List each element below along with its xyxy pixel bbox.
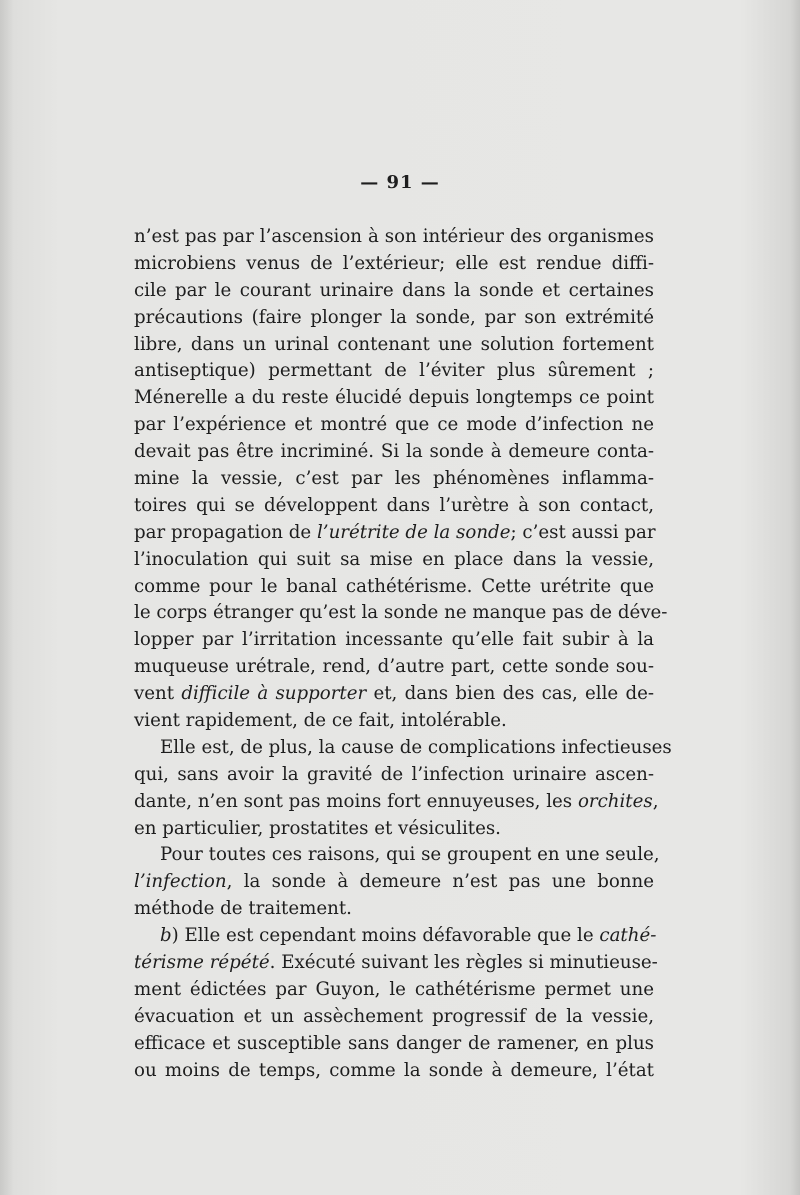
text-line [134,1004,654,1031]
text-line [134,385,654,412]
text-segment: précautions (faire plonger la sonde, par son extrémité [134,306,654,328]
text-segment: vient rapidement, de ce fait, intolérable. [134,710,507,732]
text-segment: Ménerelle a du reste élucidé depuis longtemps ce point [134,387,654,409]
italic-text: térisme répété [134,952,270,974]
text-line [134,251,654,278]
text-line [134,950,658,977]
text-line [134,627,654,654]
text-line [134,547,654,574]
text-segment: et, dans bien des cas, elle de- [366,683,654,705]
text-segment: le corps étranger qu’est la sonde ne manque pas de déve- [134,602,668,624]
text-line [134,735,672,762]
text-segment: évacuation et un assèchement progressif de la vessie, [134,1005,654,1027]
text-segment: . Exécuté suivant les règles si minutieuse- [269,952,658,974]
text-segment: microbiens venus de l’extérieur; elle est rendue diffi- [134,252,654,274]
text-line [134,842,660,869]
text-segment: qui, sans avoir la gravité de l’infection urinaire ascen- [134,763,654,785]
text-segment: dante, n’en sont pas moins fort ennuyeuses, les [134,790,578,812]
text-line [134,896,654,923]
text-line [134,493,654,520]
text-line [134,789,659,816]
text-segment: toires qui se développent dans l’urètre à son contact, [134,494,654,516]
text-line [134,305,654,332]
text-segment: en particulier, prostatites et vésiculites. [134,817,501,839]
text-line [134,439,654,466]
italic-text: l’urétrite de la sonde [316,521,511,543]
text-line [134,816,654,843]
text-segment: l’inoculation qui suit sa mise en place dans la vessie, [134,548,654,570]
text-line [134,358,654,385]
text-segment: lopper par l’irritation incessante qu’elle fait subir à la [134,629,654,651]
text-line [134,278,654,305]
text-line [134,1058,654,1085]
italic-text: cathé- [599,925,657,947]
text-line [134,600,668,627]
text-segment: mine la vessie, c’est par les phénomènes inflamma- [134,468,654,490]
text-segment: par propagation de [134,521,317,543]
body-text [134,224,672,1085]
text-segment: vent [134,683,182,705]
text-segment: muqueuse urétrale, rend, d’autre part, cette sonde sou- [134,656,654,678]
italic-text: orchites [577,790,653,812]
text-segment: ) Elle est cependant moins défavorable que le [171,925,600,947]
text-segment: ou moins de temps, comme la sonde à demeure, l’état [134,1059,654,1081]
italic-text: l’infection [134,871,227,893]
text-segment: par l’expérience et montré que ce mode d’infection ne [134,414,654,436]
text-segment: antiseptique) permettant de l’éviter plus sûrement ; [134,360,654,382]
text-segment: Elle est, de plus, la cause de complications infectieuses [160,736,672,758]
text-segment: ment édictées par Guyon, le cathétérisme permet une [134,978,654,1000]
text-line [134,654,654,681]
text-line [134,332,654,359]
text-segment: libre, dans un urinal contenant une solution fortement [134,333,654,355]
text-segment: Pour toutes ces raisons, qui se groupent en une seule, [160,844,660,866]
text-line [134,681,654,708]
text-line [134,762,654,789]
text-line [134,1031,654,1058]
text-segment: n’est pas par l’ascension à son intérieur des organismes [134,226,654,247]
text-segment: comme pour le banal cathétérisme. Cette urétrite que [134,575,654,597]
page-number: — 91 — [360,172,440,193]
italic-text: difficile à supporter [181,683,367,705]
text-line [134,412,654,439]
text-segment: cile par le courant urinaire dans la sonde et certaines [134,279,654,301]
text-line [134,923,657,950]
text-segment: , [652,790,659,812]
text-line [134,869,654,896]
text-line [134,574,654,601]
text-segment: ; c’est aussi par [510,521,656,543]
text-line [134,466,654,493]
text-segment: méthode de traitement. [134,898,352,920]
text-segment: , la sonde à demeure n’est pas une bonne [226,871,654,893]
text-line [134,977,654,1004]
text-segment: devait pas être incriminé. Si la sonde à demeure conta- [134,441,654,463]
text-line [134,224,654,251]
text-line [134,520,654,547]
text-line [134,708,654,735]
text-segment: efficace et susceptible sans danger de ramener, en plus [134,1032,654,1054]
italic-text: b [160,925,172,947]
